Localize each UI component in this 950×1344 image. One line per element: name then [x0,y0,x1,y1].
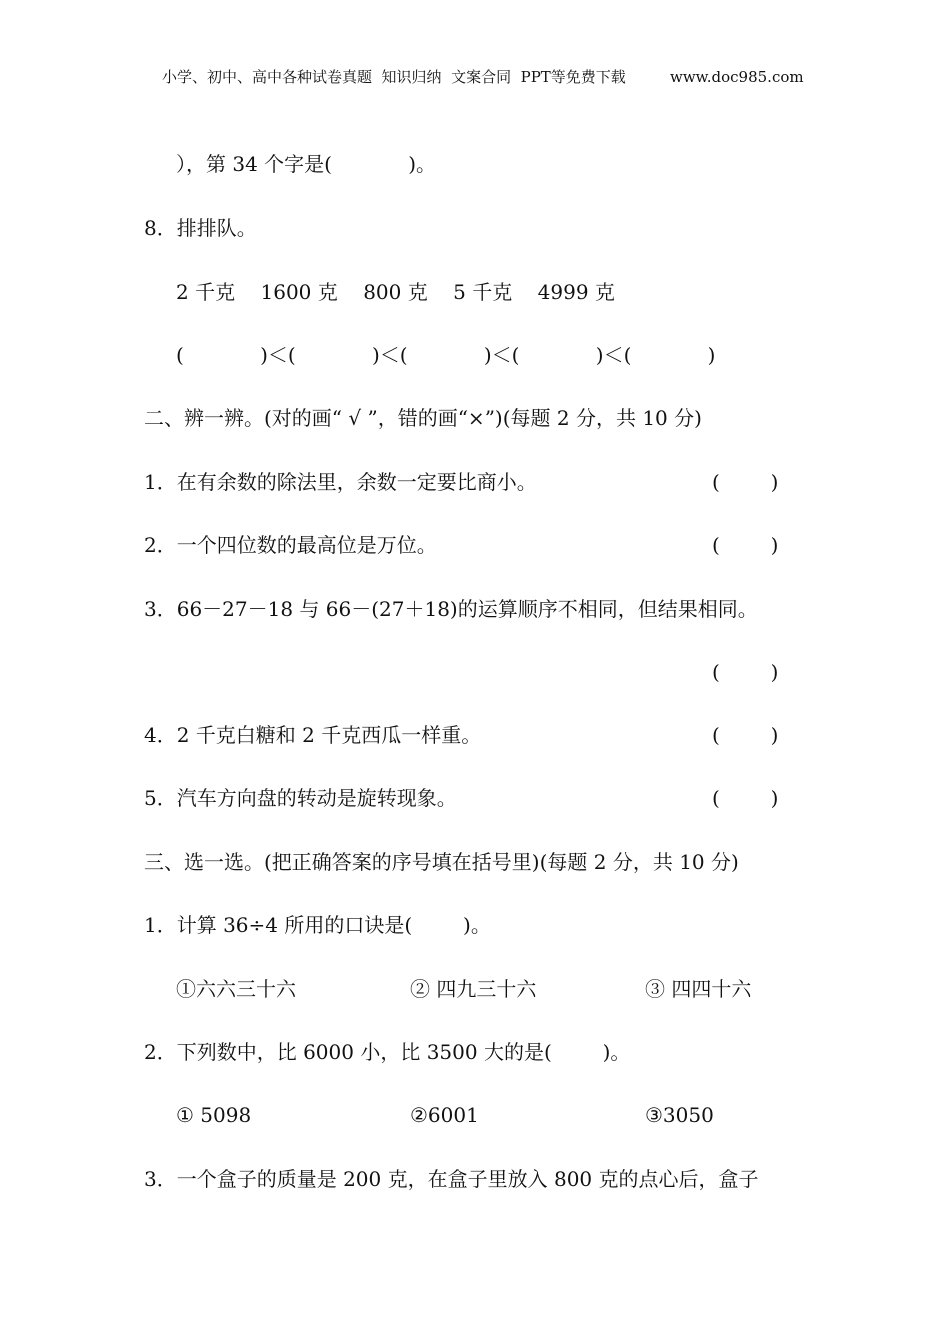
header-left-text: 小学、初中、高中各种试卷真题 知识归纳 文案合同 PPT等免费下载 [162,68,626,86]
section3-title: 三、选一选。(把正确答案的序号填在括号里)(每题 2 分，共 10 分) [144,850,739,874]
q8-title: 8．排排队。 [144,216,257,240]
choice-q2-option-2: ②6001 [410,1103,479,1127]
judge-answer-bracket-5[interactable]: ( ) [712,786,779,810]
judge-answer-bracket-2[interactable]: ( ) [712,533,779,557]
judge-answer-bracket-3[interactable]: ( ) [712,660,779,684]
judge-answer-bracket-4[interactable]: ( ) [712,723,779,747]
q8-order-blanks: ( )＜( )＜( )＜( )＜( ) [176,343,716,367]
judge-item-4: 4．2 千克白糖和 2 千克西瓜一样重。 [144,723,482,747]
section2-title: 二、辨一辨。(对的画“ √ ”，错的画“×”)(每题 2 分，共 10 分) [144,406,702,430]
judge-item-5: 5．汽车方向盘的转动是旋转现象。 [144,786,457,810]
judge-answer-bracket-1[interactable]: ( ) [712,470,779,494]
choice-q3-text: 3．一个盒子的质量是 200 克，在盒子里放入 800 克的点心后，盒子 [144,1167,759,1191]
choice-q1-text: 1．计算 36÷4 所用的口诀是( )。 [144,913,491,937]
judge-item-1: 1．在有余数的除法里，余数一定要比商小。 [144,470,537,494]
header-url: www.doc985.com [670,68,804,86]
q7-continuation: ），第 34 个字是( )。 [176,152,437,176]
choice-q1-option-2: ② 四九三十六 [410,977,537,1001]
choice-q2-option-1: ① 5098 [176,1103,252,1127]
choice-q2-text: 2．下列数中，比 6000 小，比 3500 大的是( )。 [144,1040,631,1064]
q8-values: 2 千克 1600 克 800 克 5 千克 4999 克 [176,280,615,304]
choice-q1-option-1: ①六六三十六 [176,977,296,1001]
choice-q2-option-3: ③3050 [645,1103,714,1127]
judge-item-3: 3．66－27－18 与 66－(27＋18)的运算顺序不相同，但结果相同。 [144,597,758,621]
judge-item-2: 2．一个四位数的最高位是万位。 [144,533,437,557]
choice-q1-option-3: ③ 四四十六 [645,977,752,1001]
